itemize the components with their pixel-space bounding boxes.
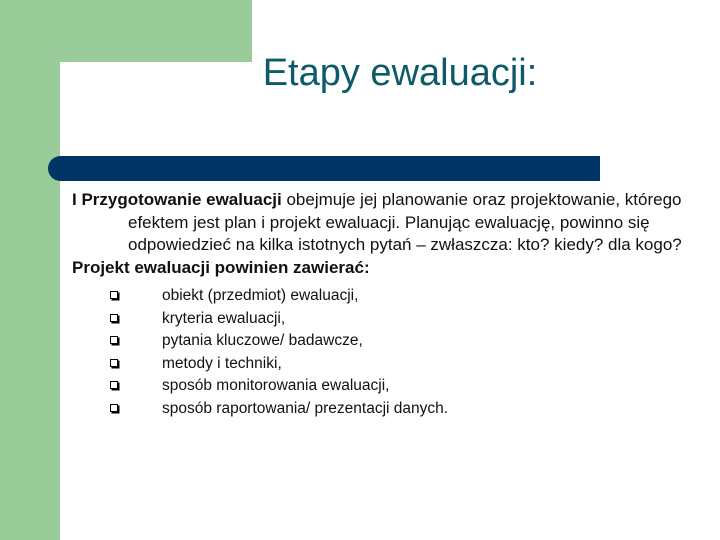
bullet-list xyxy=(72,285,712,420)
left-accent-bar xyxy=(0,0,60,540)
list-item-text: metody i techniki, xyxy=(162,354,282,372)
square-bullet-icon xyxy=(110,314,118,322)
square-bullet-icon xyxy=(110,404,118,412)
list-item xyxy=(72,375,712,398)
list-item xyxy=(72,285,712,308)
slide-title: Etapy ewaluacji: xyxy=(262,52,538,94)
square-bullet-icon xyxy=(110,291,118,299)
paragraph-preparation-lead: I Przygotowanie ewaluacji xyxy=(72,190,282,209)
list-item-text: kryteria ewaluacji, xyxy=(162,309,286,327)
list-item-text: sposób raportowania/ prezentacji danych. xyxy=(162,399,449,417)
list-item xyxy=(72,353,712,376)
slide-body xyxy=(72,189,712,420)
list-item xyxy=(72,308,712,331)
paragraph-preparation-text: obejmuje jej planowanie oraz projektowanie, którego efektem jest plan i projekt ewaluacji. Planując ewaluację, powinno się odpowiedzieć na kilka istotnych pytań – zwłaszcza: kto? kiedy? dla kogo? xyxy=(128,190,682,254)
paragraph-project-contents: Projekt ewaluacji powinien zawierać: xyxy=(72,257,370,277)
square-bullet-icon xyxy=(110,336,118,344)
list-item-text: obiekt (przedmiot) ewaluacji, xyxy=(162,287,359,304)
list-item xyxy=(72,330,712,353)
list-item-text: pytania kluczowe/ badawcze, xyxy=(162,332,363,349)
square-bullet-icon xyxy=(110,381,118,389)
list-item xyxy=(72,398,712,421)
divider-bar xyxy=(60,156,600,181)
paragraph-preparation xyxy=(72,189,712,257)
list-item-text: sposób monitorowania ewaluacji, xyxy=(162,377,390,394)
square-bullet-icon xyxy=(110,359,118,367)
